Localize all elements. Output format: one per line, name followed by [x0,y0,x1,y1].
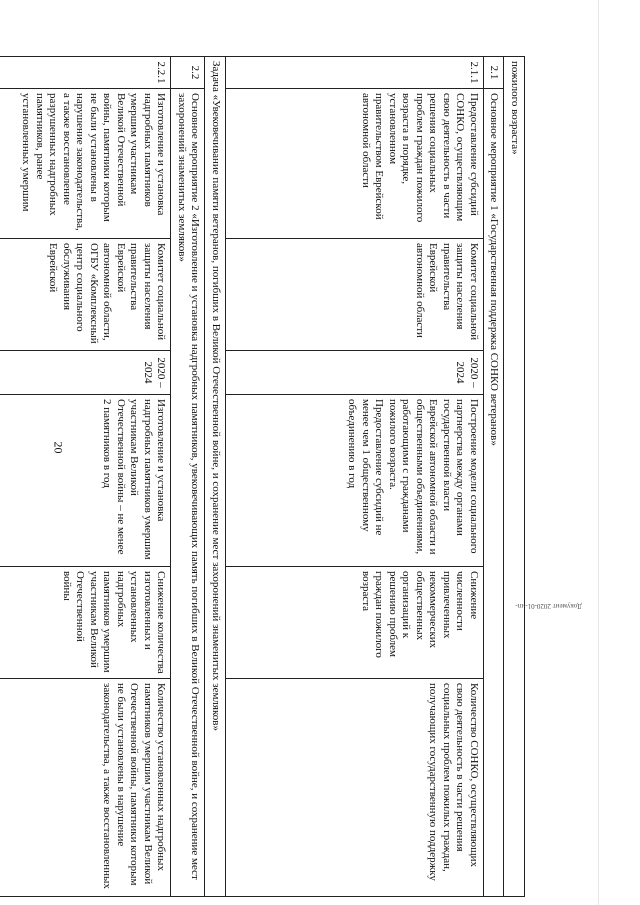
table-row [0,57,171,897]
responsible-executor: Комитет социальной защиты населения правительства Еврейской автономной области, ОГБУ «Комплексный центр социального обслуживания Еврейской [0,239,171,351]
carryover-text: пожилого возраста» [504,57,525,897]
table-row-carryover [504,57,525,897]
activity-name: Изготовление и установка надгробных памятников умершим участникам Великой Отечественной войны, памятники которым не были установлены в нарушение законодательства, а также восстановление разрушенных надгробных памятников, ранее установленных умершим [0,89,171,239]
expected-result: Изготовление и установка надгробных памятников умершим участникам Великой Отечественной войны – не менее 2 памятников в год [0,395,171,567]
row-number: 2.1.1 [225,57,483,89]
linked-indicator: Количество СОНКО, осуществляющих свою деятельность в части решения социальных проблем пожилых граждан, получающих государственную поддержку [225,679,483,897]
program-activities-table [0,56,525,897]
expected-result: Построение модели социального партнерства между органами государственной власти Еврейской автономной области и общественными объединениями, работающими с гражданами пожилого возраста. Предоставление субсидий не менее чем 1 общественному объединению в год [225,395,483,567]
linked-indicator: Количество установленных надгробных памятников умершим участникам Великой Отечественной войны, памятники которым не были установлены в нарушение законодательства, а также восстановленных [0,679,171,897]
activity-heading: Основное мероприятие 1 «Государственная поддержка СОНКО ветеранов» [483,89,504,897]
implementation-period: 2020 – 2024 [225,351,483,395]
row-number: 2.2.1 [0,57,171,89]
implementation-period: 2020 – 2024 [0,351,171,395]
table-row-task [205,57,226,897]
consequences-of-non-implementation: Снижение количества изготовленных и установленных надгробных памятников умершим участникам Великой Отечественной войны [0,567,171,679]
page-number: 20 [51,441,66,454]
activity-name: Предоставление субсидий СОНКО, осуществляющим свою деятельность в части решения социальных проблем граждан пожилого возраста в порядке, установленном правительством Еврейской автономной области [225,89,483,239]
task-heading: Задача «Увековечивание памяти ветеранов, погибших в Великой Отечественной войне, и сохранение мест захоронений знаменитых земляков» [205,57,226,897]
row-number: 2.1 [483,57,504,89]
table-row [171,57,205,897]
table-row [225,57,483,897]
scan-stamp: Документ 2020-01-нп- [515,602,582,610]
row-number: 2.2 [171,57,205,89]
consequences-of-non-implementation: Снижение численности привлеченных некоммерческих общественных организаций к решению проблем граждан пожилого возраста [225,567,483,679]
responsible-executor: Комитет социальной защиты населения правительства Еврейской автономной области [225,239,483,351]
table-row [483,57,504,897]
activity-heading: Основное мероприятие 2 «Изготовление и установка надгробных памятников, увековечивающих память погибших в Великой Отечественной войне, и сохранение мест захоронений знаменитых земляков» [171,89,205,897]
